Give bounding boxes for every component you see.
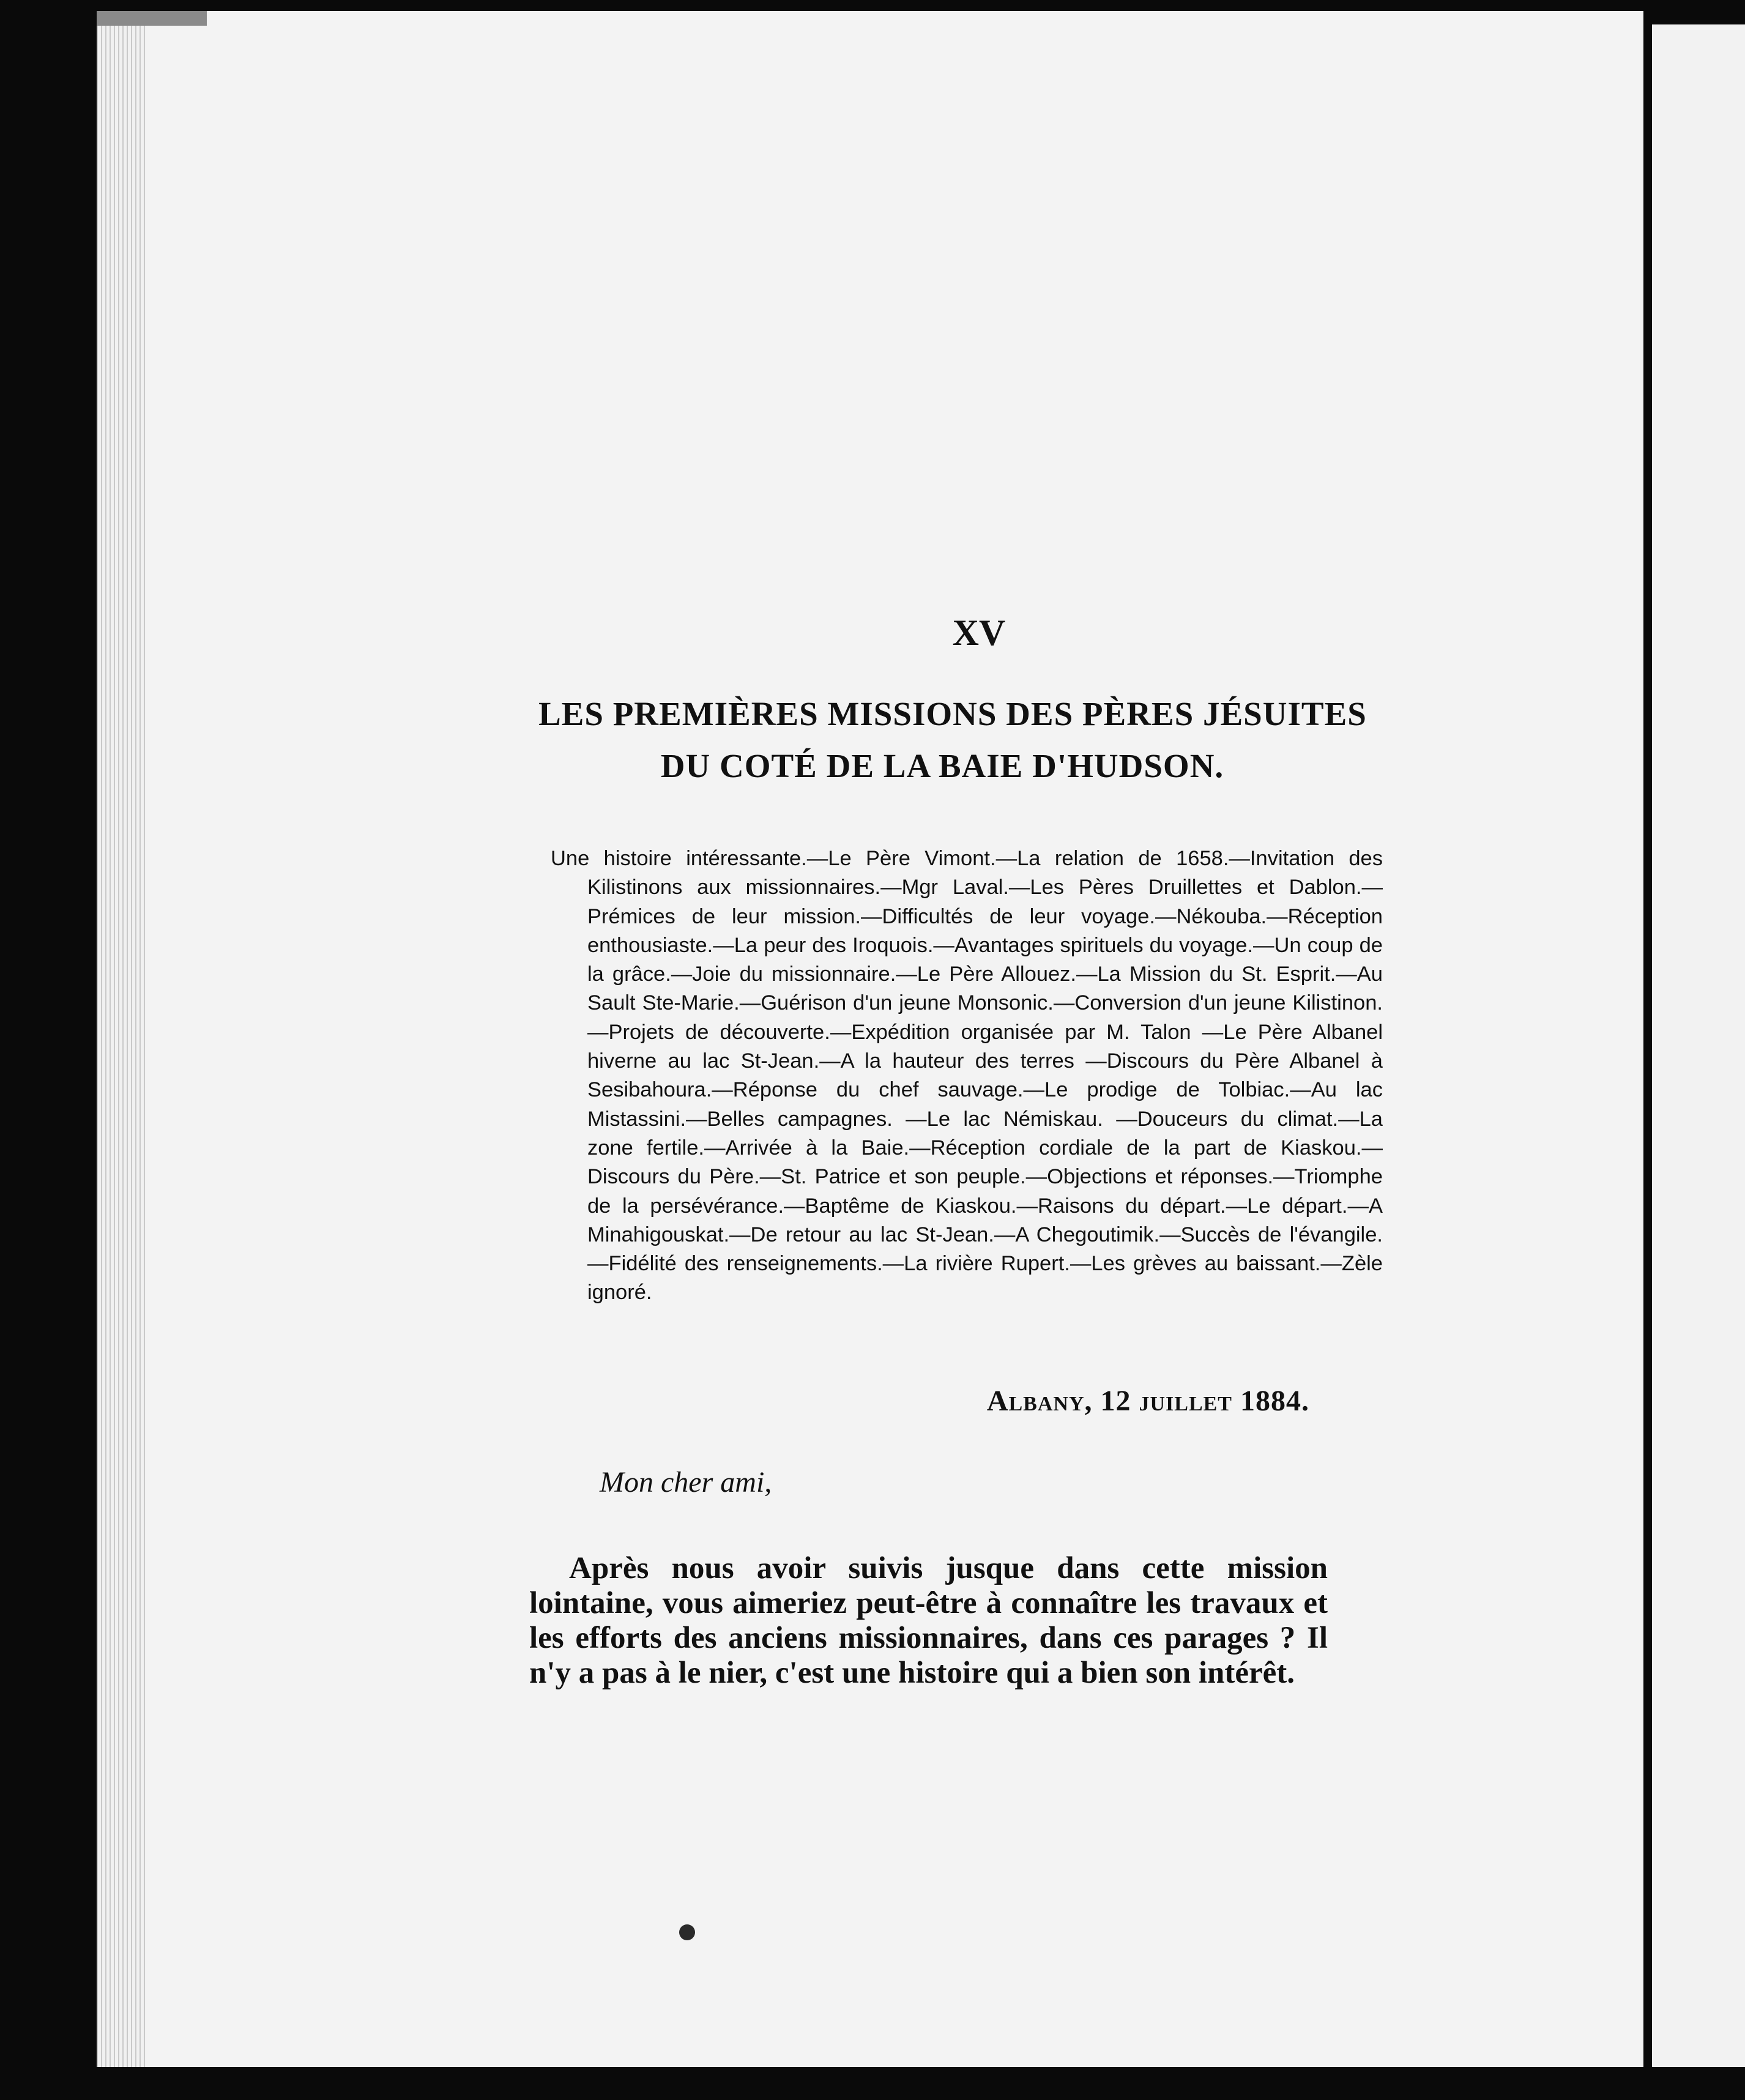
scan-border [0, 2067, 1745, 2100]
letter-body-paragraph: Après nous avoir suivis jusque dans cette mission lointaine, vous aimeriez peut-être à connaître les travaux et les efforts des anciens missionnaires, dans ces parages ? Il n'y a pas à le nier, c'est une histoire qui a bien son intérêt. [529, 1551, 1328, 1690]
letter-salutation: Mon cher ami, [600, 1466, 772, 1499]
book-page-edges [97, 11, 146, 2067]
chapter-number: XV [952, 612, 1006, 653]
facing-page [1643, 24, 1745, 2074]
chapter-title-line-1: LES PREMIÈRES MISSIONS DES PÈRES JÉSUITES [538, 695, 1367, 732]
book-top-edge [97, 11, 207, 26]
letter-dateline: Albany, 12 juillet 1884. [986, 1385, 1309, 1417]
chapter-title-line-2: DU COTÉ DE LA BAIE D'HUDSON. [660, 747, 1224, 784]
chapter-summary: Une histoire intéressante.—Le Père Vimont.—La relation de 1658.—Invitation des Kilistinons aux missionnaires.—Mgr Laval.—Les Pères Druillettes et Dablon.—Prémices de leur mission.—Difficultés de leur voyage.—Nékouba.—Réception enthousiaste.—La peur des Iroquois.—Avantages spirituels du voyage.—Un coup de la grâce.—Joie du missionnaire.—Le Père Allouez.—La Mission du St. Esprit.—Au Sault Ste-Marie.—Guérison d'un jeune Monsonic.—Conversion d'un jeune Kilistinon.—Projets de découverte.—Expédition organisée par M. Talon —Le Père Albanel hiverne au lac St-Jean.—A la hauteur des terres —Discours du Père Albanel à Sesibahoura.—Réponse du chef sauvage.—Le prodige de Tolbiac.—Au lac Mistassini.—Belles campagnes. —Le lac Némiskau. —Douceurs du climat.—La zone fertile.—Arrivée à la Baie.—Réception cordiale de la part de Kiaskou.—Discours du Père.—St. Patrice et son peuple.—Objections et réponses.—Triomphe de la persévérance.—Baptême de Kiaskou.—Raisons du départ.—Le départ.—A Minahigouskat.—De retour au lac St-Jean.—A Chegoutimik.—Succès de l'évangile.—Fidélité des renseignements.—La rivière Rupert.—Les grèves au baissant.—Zèle ignoré. [551, 847, 1383, 1305]
ink-spot [679, 1924, 695, 1940]
